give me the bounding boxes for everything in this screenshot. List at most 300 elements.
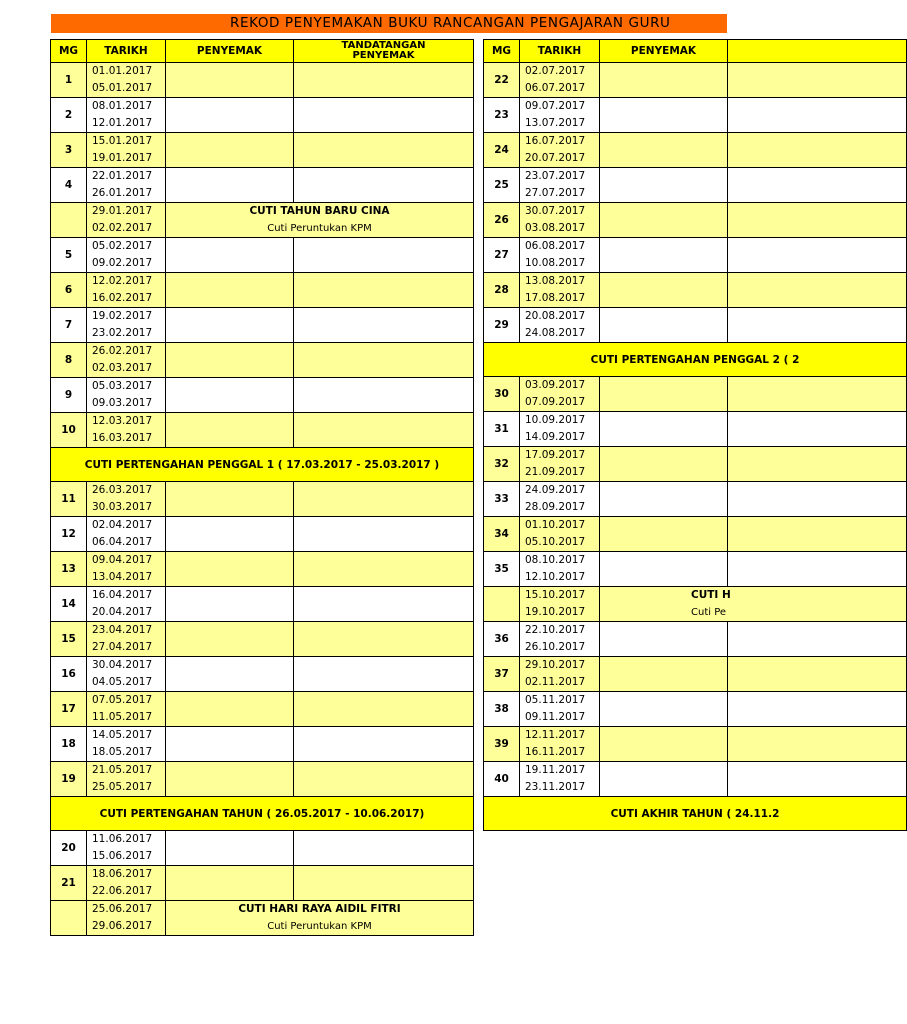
holiday-name: CUTI TAHUN BARU CINA [249,205,390,217]
week-number: 40 [484,762,520,797]
penyemak-cell[interactable] [166,552,294,587]
penyemak-cell[interactable] [166,98,294,133]
holiday-break-label: CUTI PERTENGAHAN PENGGAL 1 ( 17.03.2017 - 25.03.2017 ) [51,448,474,482]
start-date: 21.05.2017 [92,764,153,776]
end-date: 24.08.2017 [525,327,586,339]
week-row [51,168,474,203]
start-date: 15.01.2017 [92,135,153,147]
tandatangan-cell[interactable] [728,657,907,692]
date-range [87,482,166,517]
tandatangan-cell[interactable] [728,412,907,447]
tandatangan-cell[interactable] [728,727,907,762]
week-number: 13 [51,552,87,587]
end-date: 10.08.2017 [525,257,586,269]
end-date: 11.05.2017 [92,711,153,723]
tandatangan-cell[interactable] [728,447,907,482]
week-number: 8 [51,343,87,378]
week-row [51,866,474,901]
end-date: 27.07.2017 [525,187,586,199]
penyemak-cell[interactable] [600,203,728,238]
penyemak-cell[interactable] [166,273,294,308]
date-range [87,98,166,133]
start-date: 13.08.2017 [525,275,586,287]
start-date: 23.07.2017 [525,170,586,182]
end-date: 26.01.2017 [92,187,153,199]
start-date: 12.11.2017 [525,729,586,741]
week-row [484,63,907,98]
date-range [520,517,600,552]
penyemak-cell[interactable] [166,727,294,762]
week-number: 23 [484,98,520,133]
week-row [51,657,474,692]
tandatangan-cell[interactable] [294,413,474,448]
penyemak-cell[interactable] [166,692,294,727]
date-range [520,238,600,273]
start-date: 12.03.2017 [92,415,153,427]
week-number: 22 [484,63,520,98]
penyemak-cell[interactable] [166,762,294,797]
start-date: 12.02.2017 [92,275,153,287]
end-date: 29.06.2017 [92,920,153,932]
end-date: 07.09.2017 [525,396,586,408]
penyemak-cell[interactable] [166,133,294,168]
week-number: 17 [51,692,87,727]
end-date: 19.10.2017 [525,606,586,618]
end-date: 04.05.2017 [92,676,153,688]
week-row [484,412,907,447]
week-number: 10 [51,413,87,448]
penyemak-cell[interactable] [166,63,294,98]
week-number: 9 [51,378,87,413]
start-date: 02.04.2017 [92,519,153,531]
start-date: 01.01.2017 [92,65,153,77]
end-date: 09.03.2017 [92,397,153,409]
holiday-break-row [51,448,474,482]
date-range [87,762,166,797]
week-number: 2 [51,98,87,133]
start-date: 08.10.2017 [525,554,586,566]
week-row [484,377,907,412]
end-date: 15.06.2017 [92,850,153,862]
date-range [87,692,166,727]
penyemak-cell[interactable] [166,622,294,657]
week-row [484,273,907,308]
end-date: 14.09.2017 [525,431,586,443]
week-row [51,98,474,133]
week-number: 26 [484,203,520,238]
date-range [87,273,166,308]
week-row [51,343,474,378]
end-date: 18.05.2017 [92,746,153,758]
holiday-row [51,901,474,936]
tandatangan-cell[interactable] [728,168,907,203]
start-date: 15.10.2017 [525,589,586,601]
week-number: 32 [484,447,520,482]
week-row [484,98,907,133]
start-date: 02.07.2017 [525,65,586,77]
date-range [87,727,166,762]
penyemak-cell[interactable] [600,98,728,133]
penyemak-cell[interactable] [166,587,294,622]
penyemak-cell[interactable] [166,866,294,901]
week-row [484,552,907,587]
start-date: 18.06.2017 [92,868,153,880]
start-date: 29.01.2017 [92,205,153,217]
week-number: 39 [484,727,520,762]
tandatangan-cell[interactable] [728,273,907,308]
start-date: 14.05.2017 [92,729,153,741]
start-date: 22.01.2017 [92,170,153,182]
tandatangan-cell[interactable] [728,552,907,587]
week-row [484,133,907,168]
date-range [520,447,600,482]
penyemak-cell[interactable] [166,517,294,552]
start-date: 26.03.2017 [92,484,153,496]
week-number: 19 [51,762,87,797]
week-number: 5 [51,238,87,273]
tandatangan-cell[interactable] [294,308,474,343]
end-date: 02.02.2017 [92,222,153,234]
tandatangan-cell[interactable] [728,517,907,552]
header-row [51,40,474,63]
start-date: 30.07.2017 [525,205,586,217]
tandatangan-cell[interactable] [728,98,907,133]
penyemak-cell[interactable] [600,133,728,168]
penyemak-cell[interactable] [166,831,294,866]
week-number [51,901,87,936]
end-date: 22.06.2017 [92,885,153,897]
date-range [520,63,600,98]
end-date: 23.02.2017 [92,327,153,339]
start-date: 26.02.2017 [92,345,153,357]
header-tarikh: TARIKH [87,40,166,63]
tandatangan-cell[interactable] [728,308,907,343]
holiday-name: CUTI HARI RAYA AIDIL FITRI [238,903,401,915]
week-number: 37 [484,657,520,692]
tandatangan-cell[interactable] [728,133,907,168]
holiday-row [484,587,907,622]
end-date: 09.11.2017 [525,711,586,723]
start-date: 11.06.2017 [92,833,153,845]
penyemak-cell[interactable] [166,657,294,692]
start-date: 05.11.2017 [525,694,586,706]
week-number: 4 [51,168,87,203]
tandatangan-cell[interactable] [294,762,474,797]
end-date: 03.08.2017 [525,222,586,234]
penyemak-cell[interactable] [600,377,728,412]
date-range [520,168,600,203]
week-number: 7 [51,308,87,343]
tandatangan-cell[interactable] [294,692,474,727]
header-penyemak: PENYEMAK [166,40,294,63]
date-range [87,168,166,203]
tandatangan-cell[interactable] [294,238,474,273]
end-date: 12.10.2017 [525,571,586,583]
penyemak-cell[interactable] [600,273,728,308]
week-number: 12 [51,517,87,552]
header-tarikh: TARIKH [520,40,600,63]
tandatangan-cell[interactable] [294,831,474,866]
week-number [484,587,520,622]
tandatangan-cell[interactable] [294,168,474,203]
week-row [51,831,474,866]
end-date: 26.10.2017 [525,641,586,653]
week-number: 20 [51,831,87,866]
week-row [51,133,474,168]
start-date: 10.09.2017 [525,414,586,426]
date-range [87,413,166,448]
tandatangan-cell[interactable] [294,657,474,692]
end-date: 12.01.2017 [92,117,153,129]
tandatangan-cell[interactable] [728,203,907,238]
end-date: 27.04.2017 [92,641,153,653]
tandatangan-cell[interactable] [294,482,474,517]
tandatangan-cell[interactable] [728,482,907,517]
week-number: 16 [51,657,87,692]
end-date: 30.03.2017 [92,501,153,513]
date-range [87,133,166,168]
week-row [51,273,474,308]
tandatangan-cell[interactable] [294,63,474,98]
penyemak-cell[interactable] [600,622,728,657]
start-date: 06.08.2017 [525,240,586,252]
penyemak-cell[interactable] [600,762,728,797]
end-date: 25.05.2017 [92,781,153,793]
week-row [484,692,907,727]
penyemak-cell[interactable] [600,657,728,692]
week-number: 15 [51,622,87,657]
week-number: 35 [484,552,520,587]
end-date: 02.11.2017 [525,676,586,688]
tandatangan-cell[interactable] [294,622,474,657]
week-row [484,727,907,762]
week-number: 27 [484,238,520,273]
tandatangan-cell[interactable] [294,517,474,552]
week-row [484,168,907,203]
tandatangan-cell[interactable] [294,866,474,901]
week-row [484,308,907,343]
penyemak-cell[interactable] [600,727,728,762]
header-tandatangan [728,40,907,63]
holiday-name-cell [600,587,907,622]
start-date: 25.06.2017 [92,903,153,915]
week-row [484,657,907,692]
start-date: 30.04.2017 [92,659,153,671]
week-number: 3 [51,133,87,168]
date-range [520,482,600,517]
week-row [51,413,474,448]
date-range [87,238,166,273]
tandatangan-cell[interactable] [294,273,474,308]
end-date: 16.11.2017 [525,746,586,758]
end-date: 16.03.2017 [92,432,153,444]
start-date: 22.10.2017 [525,624,586,636]
left-record-table [50,39,474,936]
holiday-break-label: CUTI PERTENGAHAN PENGGAL 2 ( 2 [484,343,907,377]
week-number: 36 [484,622,520,657]
date-range [520,203,600,238]
start-date: 05.02.2017 [92,240,153,252]
week-row [51,238,474,273]
start-date: 23.04.2017 [92,624,153,636]
date-range [87,831,166,866]
end-date: 20.04.2017 [92,606,153,618]
date-range [87,378,166,413]
end-date: 17.08.2017 [525,292,586,304]
end-date: 05.01.2017 [92,82,153,94]
penyemak-cell[interactable] [166,343,294,378]
start-date: 24.09.2017 [525,484,586,496]
week-number: 6 [51,273,87,308]
date-range [87,203,166,238]
week-number: 31 [484,412,520,447]
tandatangan-cell[interactable] [294,727,474,762]
penyemak-cell[interactable] [600,168,728,203]
date-range [87,63,166,98]
week-number: 38 [484,692,520,727]
date-range [87,308,166,343]
header-mg: MG [51,40,87,63]
header-row [484,40,907,63]
tandatangan-cell[interactable] [294,552,474,587]
end-date: 28.09.2017 [525,501,586,513]
week-row [484,447,907,482]
holiday-break-label: CUTI AKHIR TAHUN ( 24.11.2 [484,797,907,831]
week-number: 25 [484,168,520,203]
start-date: 01.10.2017 [525,519,586,531]
end-date: 02.03.2017 [92,362,153,374]
date-range [520,622,600,657]
week-number: 21 [51,866,87,901]
week-row [51,727,474,762]
header-tandatangan: TANDATANGAN PENYEMAK [294,40,474,63]
week-row [484,622,907,657]
date-range [520,308,600,343]
holiday-break-row [484,797,907,831]
date-range [87,343,166,378]
week-row [51,692,474,727]
end-date: 09.02.2017 [92,257,153,269]
week-number: 29 [484,308,520,343]
week-number: 24 [484,133,520,168]
start-date: 19.11.2017 [525,764,586,776]
week-row [484,762,907,797]
penyemak-cell[interactable] [166,482,294,517]
end-date: 23.11.2017 [525,781,586,793]
tandatangan-cell[interactable] [728,63,907,98]
date-range [87,587,166,622]
penyemak-cell[interactable] [600,238,728,273]
week-number: 28 [484,273,520,308]
start-date: 16.04.2017 [92,589,153,601]
tandatangan-cell[interactable] [294,98,474,133]
week-number: 30 [484,377,520,412]
week-number: 33 [484,482,520,517]
start-date: 03.09.2017 [525,379,586,391]
start-date: 09.04.2017 [92,554,153,566]
week-number: 11 [51,482,87,517]
penyemak-cell[interactable] [166,378,294,413]
week-row [51,622,474,657]
tandatangan-cell[interactable] [728,238,907,273]
week-row [484,203,907,238]
week-row [51,517,474,552]
left-table-container [50,39,474,939]
end-date: 13.07.2017 [525,117,586,129]
date-range [520,377,600,412]
week-row [51,587,474,622]
date-range [87,901,166,936]
penyemak-cell[interactable] [600,63,728,98]
tandatangan-cell[interactable] [728,692,907,727]
penyemak-cell[interactable] [600,482,728,517]
date-range [87,552,166,587]
start-date: 08.01.2017 [92,100,153,112]
tandatangan-cell[interactable] [294,587,474,622]
date-range [520,552,600,587]
start-date: 20.08.2017 [525,310,586,322]
penyemak-cell[interactable] [166,413,294,448]
penyemak-cell[interactable] [600,308,728,343]
date-range [520,762,600,797]
start-date: 07.05.2017 [92,694,153,706]
week-row [484,482,907,517]
week-row [51,762,474,797]
tandatangan-cell[interactable] [728,377,907,412]
week-row [484,517,907,552]
week-number: 34 [484,517,520,552]
date-range [520,412,600,447]
penyemak-cell[interactable] [166,238,294,273]
holiday-break-label: CUTI PERTENGAHAN TAHUN ( 26.05.2017 - 10.06.2017) [51,797,474,831]
date-range [520,273,600,308]
date-range [520,657,600,692]
holiday-name-cell [166,203,474,238]
tandatangan-cell[interactable] [728,622,907,657]
tandatangan-cell[interactable] [294,378,474,413]
week-row [51,378,474,413]
penyemak-cell[interactable] [600,412,728,447]
date-range [520,727,600,762]
week-row [51,482,474,517]
week-row [51,552,474,587]
end-date: 06.04.2017 [92,536,153,548]
start-date: 05.03.2017 [92,380,153,392]
start-date: 16.07.2017 [525,135,586,147]
end-date: 06.07.2017 [525,82,586,94]
tandatangan-cell[interactable] [294,133,474,168]
penyemak-cell[interactable] [166,168,294,203]
tandatangan-cell[interactable] [294,343,474,378]
header-mg: MG [484,40,520,63]
end-date: 16.02.2017 [92,292,153,304]
date-range [520,133,600,168]
penyemak-cell[interactable] [600,517,728,552]
date-range [520,692,600,727]
holiday-note: Cuti Peruntukan KPM [267,921,372,932]
end-date: 13.04.2017 [92,571,153,583]
start-date: 19.02.2017 [92,310,153,322]
penyemak-cell[interactable] [600,447,728,482]
penyemak-cell[interactable] [166,308,294,343]
penyemak-cell[interactable] [600,552,728,587]
date-range [87,517,166,552]
penyemak-cell[interactable] [600,692,728,727]
tandatangan-cell[interactable] [728,762,907,797]
start-date: 09.07.2017 [525,100,586,112]
week-row [51,63,474,98]
start-date: 17.09.2017 [525,449,586,461]
